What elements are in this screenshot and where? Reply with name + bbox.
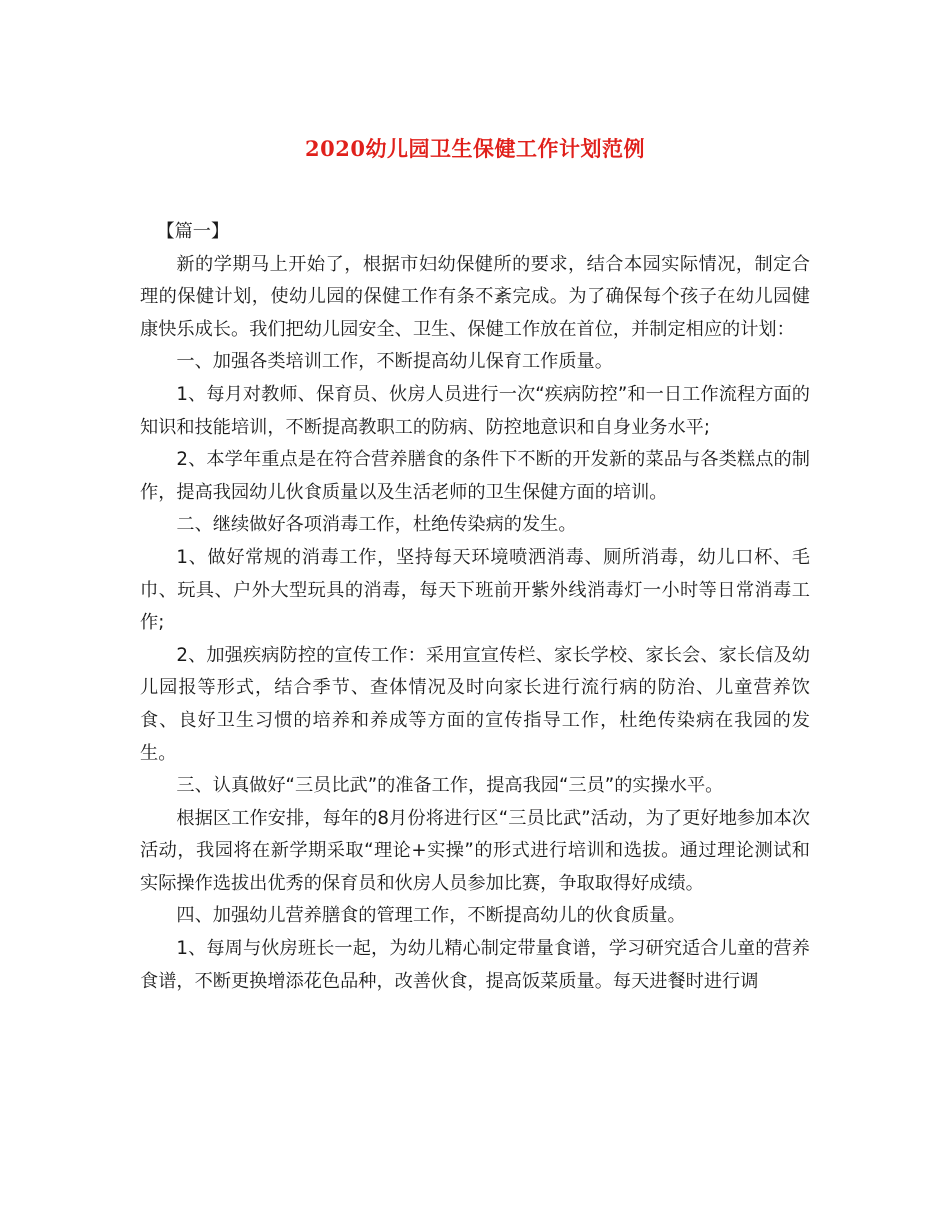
section-marker: 【篇一】 xyxy=(156,221,230,242)
paragraph-disinfection-2: 2、加强疾病防控的宣传工作：采用宣宣传栏、家长学校、家长会、家长信及幼儿园报等形式，结合季节、查体情况及时向家长进行流行病的防治、儿童营养饮食、良好卫生习惯的培养和养成等方面的宣传指导工作，杜绝传染病在我园的发生。 xyxy=(140,644,810,764)
heading-competition: 三、认真做好“三员比武”的准备工作，提高我园“三员”的实操水平。 xyxy=(176,775,724,797)
heading-nutrition: 四、加强幼儿营养膳食的管理工作，不断提高幼儿的伙食质量。 xyxy=(176,905,686,927)
heading-training: 一、加强各类培训工作，不断提高幼儿保育工作质量。 xyxy=(176,351,613,373)
document-body xyxy=(140,216,810,998)
document-title: 2020幼儿园卫生保健工作计划范例 xyxy=(305,136,645,161)
paragraph-disinfection-1: 1、做好常规的消毒工作，坚持每天环境喷洒消毒、厕所消毒，幼儿口杯、毛巾、玩具、户外大型玩具的消毒，每天下班前开紫外线消毒灯一小时等日常消毒工作; xyxy=(140,546,810,634)
paragraph-training-1: 1、每月对教师、保育员、伙房人员进行一次“疾病防控”和一日工作流程方面的知识和技能培训，不断提高教职工的防病、防控地意识和自身业务水平; xyxy=(140,383,810,438)
paragraph-nutrition-1: 1、每周与伙房班长一起，为幼儿精心制定带量食谱，学习研究适合儿童的营养食谱，不断更换增添花色品种，改善伙食，提高饭菜质量。每天进餐时进行调 xyxy=(140,938,810,992)
paragraph-intro: 新的学期马上开始了，根据市妇幼保健所的要求，结合本园实际情况，制定合理的保健计划，使幼儿园的保健工作有条不紊完成。为了确保每个孩子在幼儿园健康快乐成长。我们把幼儿园安全、卫生、保健工作放在首位，并制定相应的计划： xyxy=(140,253,810,340)
paragraph-training-2: 2、本学年重点是在符合营养膳食的条件下不断的开发新的菜品与各类糕点的制作，提高我园幼儿伙食质量以及生活老师的卫生保健方面的培训。 xyxy=(140,449,810,503)
paragraph-competition: 根据区工作安排，每年的8月份将进行区“三员比武”活动，为了更好地参加本次活动，我园将在新学期采取“理论+实操”的形式进行培训和选拔。通过理论测试和实际操作选拔出优秀的保育员和伙房人员参加比赛，争取取得好成绩。 xyxy=(140,807,810,894)
heading-disinfection: 二、继续做好各项消毒工作，杜绝传染病的发生。 xyxy=(176,514,577,536)
